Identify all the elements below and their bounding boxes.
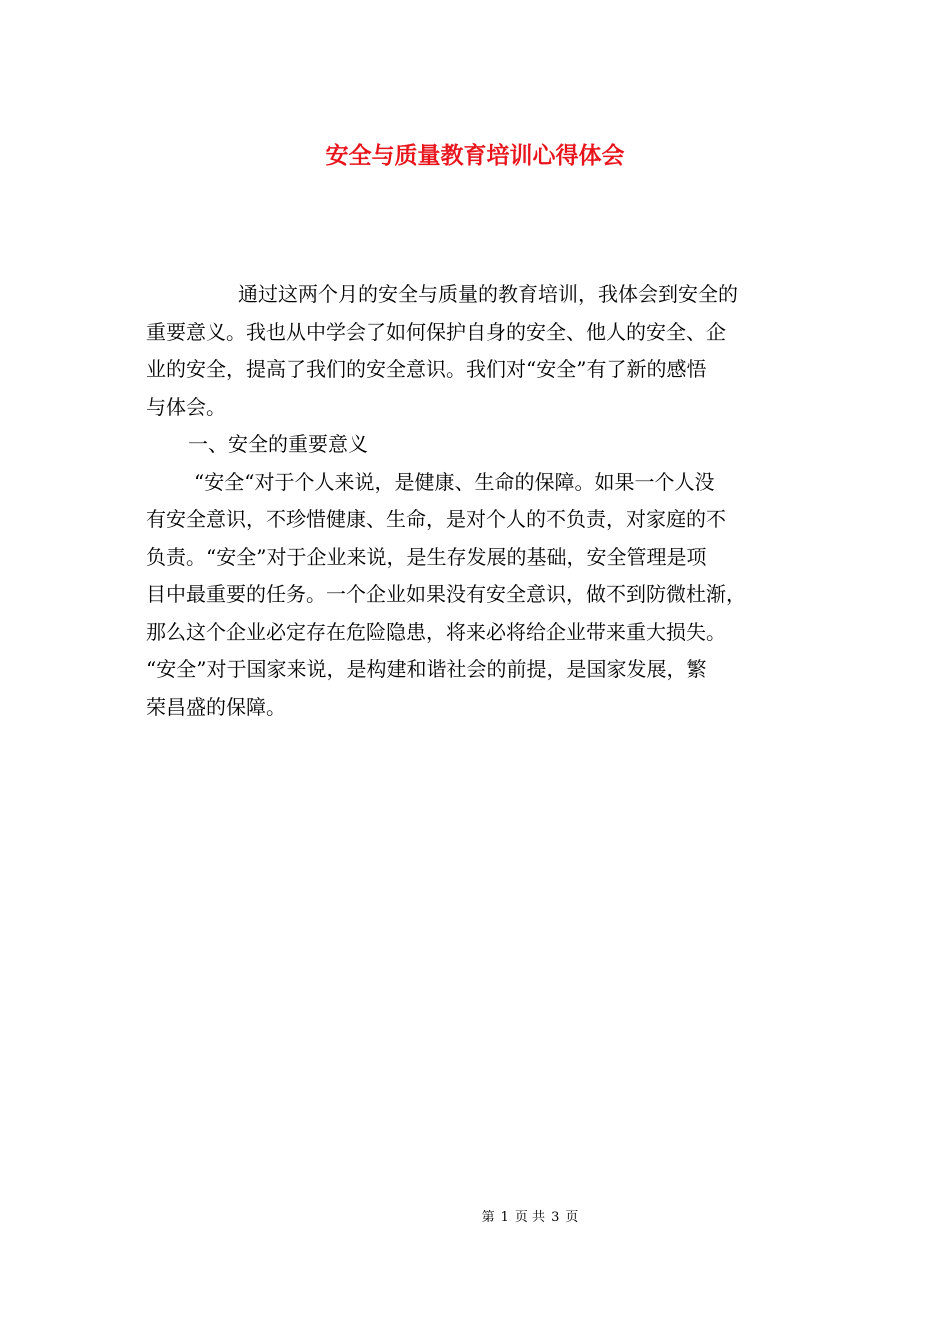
paragraph-line: 负责。“安全”对于企业来说，是生存发展的基础，安全管理是项 <box>146 544 707 569</box>
paragraph-line: 有安全意识，不珍惜健康、生命，是对个人的不负责，对家庭的不 <box>146 507 726 531</box>
footer-mid: 页 共 <box>514 1210 546 1225</box>
footer-total-pages: 3 <box>551 1210 560 1225</box>
paragraph-line: “安全”对于国家来说，是构建和谐社会的前提，是国家发展，繁 <box>146 657 707 681</box>
paragraph-line: 通过这两个月的安全与质量的教育培训，我体会到安全的 <box>238 282 738 306</box>
document-title: 安全与质量教育培训心得体会 <box>325 142 625 169</box>
paragraph-line: 重要意义。我也从中学会了如何保护自身的安全、他人的安全、企 <box>146 319 726 344</box>
document-body <box>146 276 806 726</box>
paragraph-line: “安全“对于个人来说，是健康、生命的保障。如果一个人没 <box>194 469 715 494</box>
footer-current-page: 1 <box>500 1210 509 1225</box>
section-heading: 一、安全的重要意义 <box>188 432 368 456</box>
paragraph-line: 与体会。 <box>146 394 226 419</box>
paragraph-line: 那么这个企业必定存在危险隐患，将来必将给企业带来重大损失。 <box>146 619 726 644</box>
paragraph-line: 业的安全，提高了我们的安全意识。我们对“安全”有了新的感悟 <box>146 357 707 381</box>
paragraph-line: 目中最重要的任务。一个企业如果没有安全意识，做不到防微杜渐， <box>146 582 746 606</box>
footer-prefix: 第 <box>481 1210 495 1225</box>
paragraph-line: 荣昌盛的保障。 <box>146 694 286 719</box>
page-footer <box>0 1208 950 1228</box>
footer-suffix: 页 <box>565 1210 579 1225</box>
